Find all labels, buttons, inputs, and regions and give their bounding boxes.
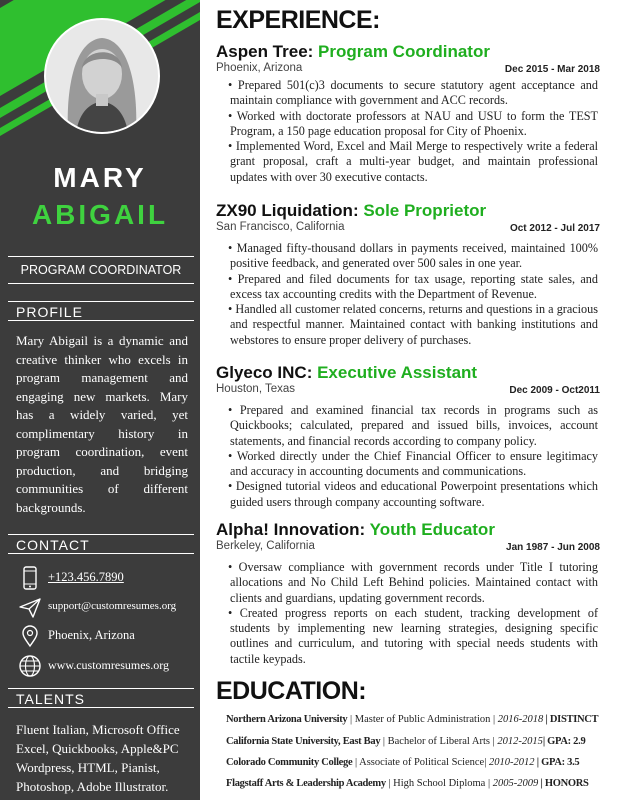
school-years: 2012-2015 (497, 736, 543, 747)
company-name: Alpha! Innovation: (216, 520, 366, 539)
contact-phone[interactable] (14, 564, 194, 592)
location-pin-icon (18, 624, 42, 648)
degree-detail: | Associate of Political Science| (352, 757, 489, 768)
education-extra: | GPA: 2.9 (542, 736, 586, 747)
education-entry (226, 736, 606, 747)
globe-icon (18, 654, 42, 678)
school-years: 2005-2009 (492, 778, 539, 789)
experience-heading: EXPERIENCE: (216, 6, 380, 34)
last-name: ABIGAIL (31, 199, 169, 230)
school-name: Northern Arizona University (226, 714, 348, 725)
job-heading (216, 363, 602, 383)
bullet-item: • Designed tutorial videos and educational Powerpoint presentations which guided users through company accounting software. (228, 479, 598, 509)
job-heading (216, 201, 602, 221)
email-address[interactable]: support@customresumes.org (48, 600, 177, 612)
job-heading (216, 42, 602, 62)
contact-heading: CONTACT (8, 534, 194, 554)
bullet-item: • Handled all customer related concerns, returns and questions in a gracious and respectful manner. Maintained contact with banking institutions and webstores to ensure proper delivery of purchases. (228, 302, 598, 347)
phone-number[interactable]: +123.456.7890 (48, 570, 124, 584)
degree-detail: | High School Diploma | (385, 778, 493, 789)
location-text: Phoenix, Arizona (48, 628, 135, 642)
job-entry (216, 42, 602, 185)
bullet-item: • Oversaw compliance with government records under Title I tutoring allocations and No Child Left Behind policies. Maintained contact with clients and guardians, updating government records. (228, 560, 598, 605)
education-entry (226, 714, 606, 725)
school-years: 2016-2018 (497, 714, 544, 725)
job-dates: Oct 2012 - Jul 2017 (509, 223, 600, 234)
contact-website[interactable] (14, 652, 194, 680)
job-role: Youth Educator (369, 520, 495, 539)
degree-detail: | Bachelor of Liberal Arts | (380, 736, 498, 747)
bullet-item: • Implemented Word, Excel and Mail Merge to respectively write a federal grant proposal, craft a multi-year budget, and maintain professional updates with over 30 executive contacts. (228, 139, 598, 184)
job-location: Berkeley, California (216, 540, 315, 552)
education-extra: | DISTINCT (543, 714, 599, 725)
bullet-item: • Prepared and examined financial tax records in programs such as Quickbooks; calculated, prepared and issued bills, invoices, account statements, and financial records according to company policy. (228, 403, 598, 448)
job-role: Executive Assistant (317, 363, 478, 382)
job-bullets (216, 403, 602, 510)
bullet-item: • Prepared and filed documents for tax usage, reporting state sales, and excess tax accounting credits with the Department of Revenue. (228, 271, 598, 301)
education-heading: EDUCATION: (216, 677, 367, 705)
job-entry (216, 363, 602, 510)
degree-detail: | Master of Public Administration | (347, 714, 498, 725)
bullet-item: • Managed fifty-thousand dollars in payments received, maintained 100% positive feedback, and generated over 500 sales in one year. (228, 241, 598, 271)
company-name: Aspen Tree: (216, 42, 314, 61)
first-name: MARY (53, 162, 147, 193)
job-location: Houston, Texas (216, 383, 296, 395)
school-name: Flagstaff Arts & Leadership Academy (226, 778, 386, 789)
company-name: Glyeco INC: (216, 363, 313, 382)
company-name: ZX90 Liquidation: (216, 201, 359, 220)
sidebar (0, 0, 200, 800)
job-bullets (216, 241, 602, 348)
profile-heading: PROFILE (8, 301, 194, 321)
job-dates: Dec 2009 - Oct2011 (509, 385, 600, 396)
job-bullets (216, 560, 602, 667)
website-link[interactable]: www.customresumes.org (48, 658, 169, 672)
bullet-item: • Created progress reports on each student, tracking development of students by implementing new learning strategies, designing specific outlines and curriculum, and tutoring with special needs students with tactile keypads. (228, 605, 598, 666)
send-icon (18, 596, 42, 620)
education-extra: | GPA: 3.5 (534, 757, 580, 768)
bullet-item: • Worked with doctorate professors at NAU and USU to form the TEST Program, a 150 page education proposal for City of Phoenix. (228, 108, 598, 138)
education-entry (226, 757, 606, 768)
contact-location (14, 622, 194, 650)
job-location: San Francisco, California (216, 221, 345, 233)
job-dates: Dec 2015 - Mar 2018 (504, 64, 600, 75)
job-entry (216, 520, 602, 667)
job-heading (216, 520, 602, 540)
bullet-item: • Worked directly under the Chief Financial Officer to ensure legitimacy and accuracy in accounting documents and communications. (228, 448, 598, 479)
school-years: 2010-2012 (488, 757, 535, 768)
job-title-box: PROGRAM COORDINATOR (8, 256, 194, 284)
phone-icon (18, 566, 42, 590)
profile-text: Mary Abigail is a dynamic and creative thinker who excels in program management and engaging new markets. Mary has a widely varied, yet complimentary history in program coordination, event production, and bridging communities of different backgrounds. (16, 333, 188, 515)
job-role: Sole Proprietor (363, 201, 487, 220)
job-entry (216, 201, 602, 348)
education-extra: | HONORS (538, 778, 589, 789)
contact-email[interactable] (14, 594, 194, 622)
talents-heading: TALENTS (8, 688, 194, 708)
school-name: California State University, East Bay (226, 736, 381, 747)
school-name: Colorado Community College (226, 757, 353, 768)
education-entry (226, 778, 606, 789)
job-bullets (216, 78, 602, 185)
talents-text: Fluent Italian, Microsoft Office Excel, Quickbooks, Apple&PC Wordpress, HTML, Pianist, Photoshop, Adobe Illustrator. (16, 722, 180, 794)
job-location: Phoenix, Arizona (216, 62, 303, 74)
bullet-item: • Prepared 501(c)3 documents to secure statutory agent acceptance and maintain compliance with government and ACC records. (228, 78, 598, 108)
job-dates: Jan 1987 - Jun 2008 (506, 542, 600, 553)
job-role: Program Coordinator (318, 42, 490, 61)
profile-photo (44, 18, 160, 134)
